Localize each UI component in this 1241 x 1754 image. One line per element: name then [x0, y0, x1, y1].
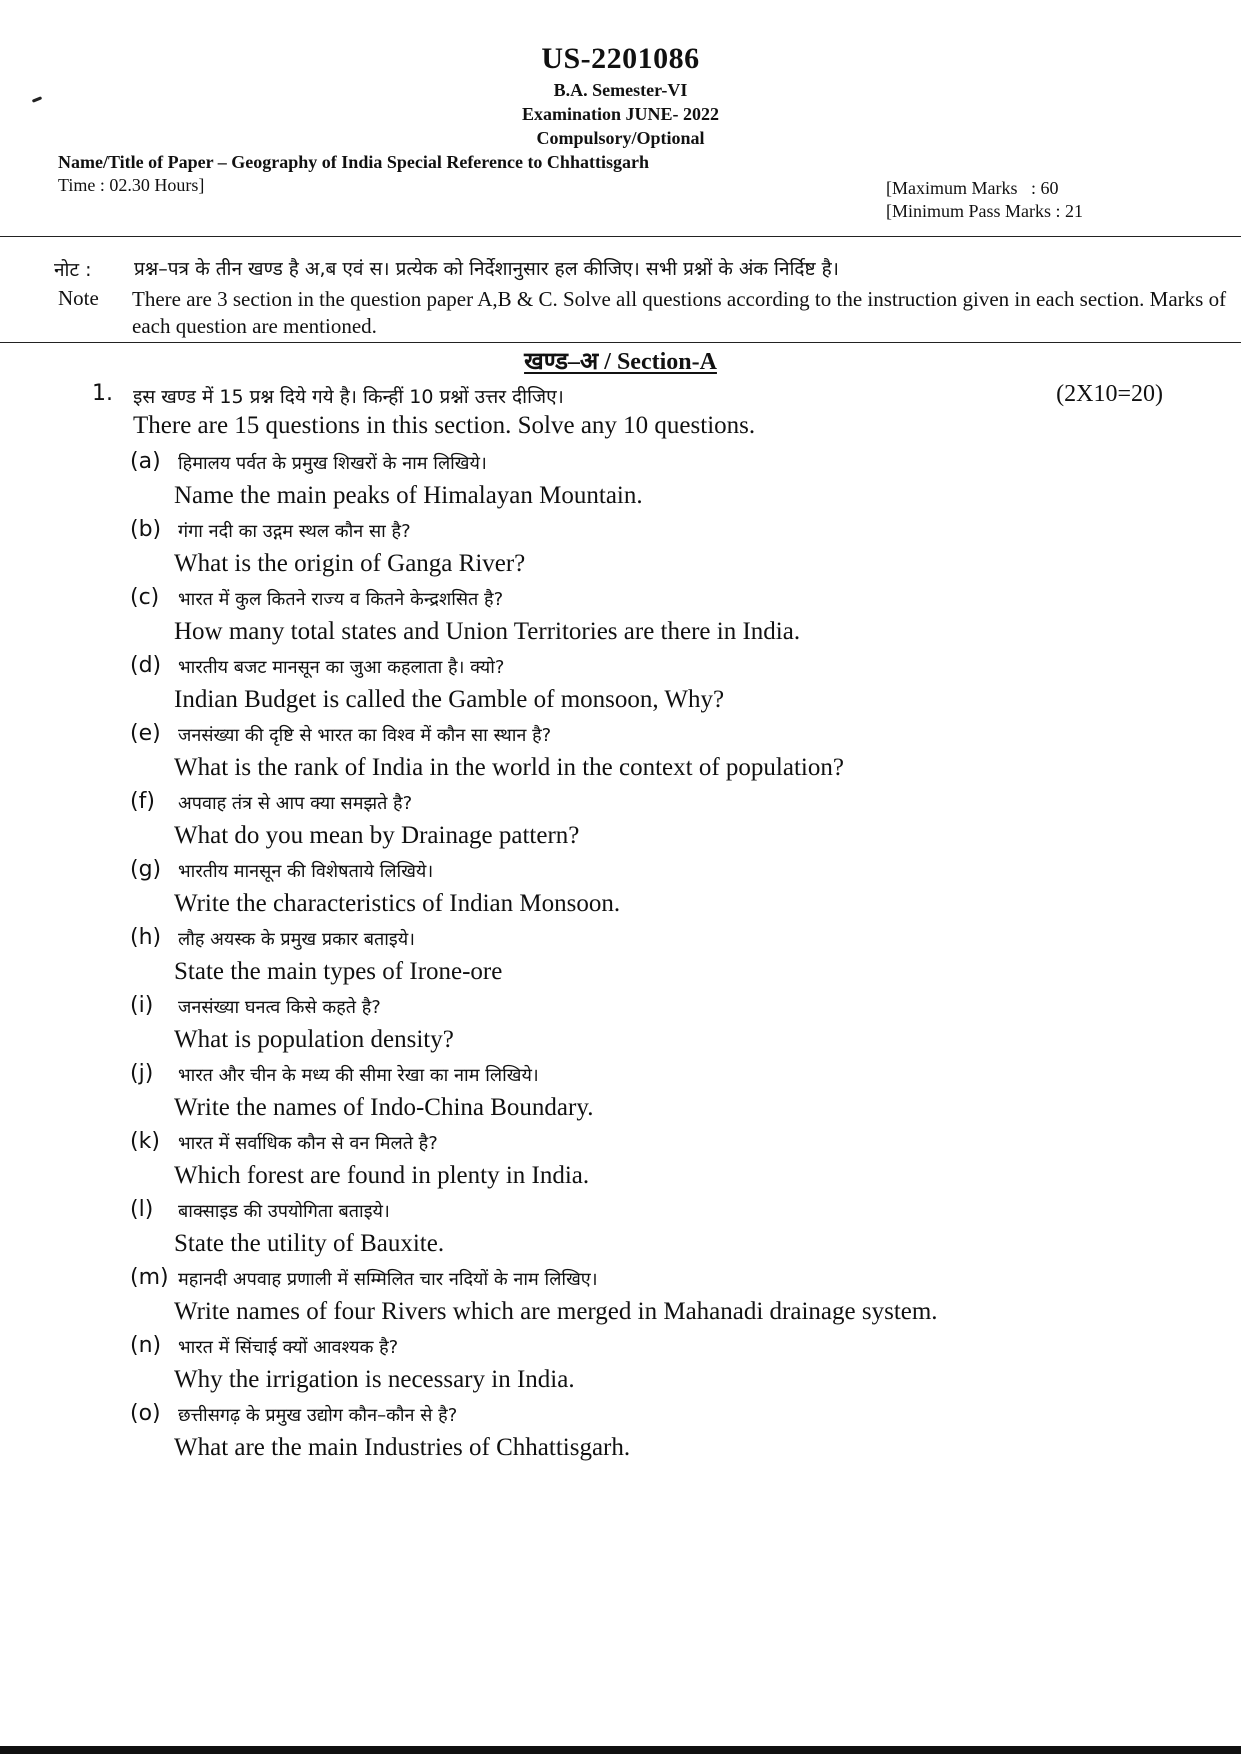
subquestion-hindi: जनसंख्या की दृष्टि से भारत का विश्व में कौन सा स्थान है? [178, 725, 552, 746]
question-instruction-hindi: इस खण्ड में 15 प्रश्न दिये गये है। किन्हीं 10 प्रश्नों उत्तर दीजिए। [133, 386, 564, 408]
subquestion-hindi: गंगा नदी का उद्गम स्थल कौन सा है? [178, 521, 411, 542]
maximum-marks: [Maximum Marks : 60 [885, 178, 1059, 198]
subquestion-label: (n) [130, 1333, 162, 1358]
subquestion-hindi: जनसंख्या घनत्व किसे कहते है? [178, 997, 381, 1018]
subquestion-hindi: छत्तीसगढ़ के प्रमुख उद्योग कौन–कौन से है? [178, 1405, 458, 1426]
paper-title: Name/Title of Paper – Geography of India Special Reference to Chhattisgarh [58, 152, 649, 172]
subquestion-english: Write the names of Indo-China Boundary. [174, 1094, 594, 1121]
subquestion-m [130, 1265, 1190, 1333]
subquestion-label: (g) [130, 857, 162, 882]
subquestion-label: (o) [130, 1401, 161, 1426]
subquestion-hindi: अपवाह तंत्र से आप क्या समझते है? [178, 793, 413, 814]
subquestion-n [130, 1333, 1190, 1401]
subquestion-hindi: लौह अयस्क के प्रमुख प्रकार बताइये। [178, 929, 415, 950]
note-english-label: Note [58, 286, 99, 310]
subquestion-english: What is the origin of Ganga River? [174, 550, 526, 577]
subquestion-l [130, 1197, 1190, 1265]
section-a-title: खण्ड–अ / Section-A [524, 349, 717, 375]
subquestion-label: (l) [130, 1197, 154, 1222]
subquestion-english: Which forest are found in plenty in India. [174, 1162, 590, 1189]
subquestion-hindi: बाक्साइड की उपयोगिता बताइये। [178, 1201, 390, 1222]
subquestion-h [130, 925, 1190, 993]
subquestion-english: How many total states and Union Territories are there in India. [174, 618, 801, 645]
subquestion-hindi: भारत में सर्वाधिक कौन से वन मिलते है? [178, 1133, 438, 1154]
header-divider [0, 236, 1241, 237]
subquestion-english: Write the characteristics of Indian Monsoon. [174, 890, 621, 917]
paper-type-line: Compulsory/Optional [536, 128, 705, 148]
subquestion-english: What is population density? [174, 1026, 454, 1053]
scan-bottom-edge [0, 1746, 1241, 1754]
subquestion-label: (b) [130, 517, 162, 542]
semester-line: B.A. Semester-VI [553, 80, 688, 100]
subquestion-english: State the main types of Irone-ore [174, 958, 503, 985]
subquestion-label: (e) [130, 721, 161, 746]
paper-code: US-2201086 [541, 42, 700, 75]
time-allowed: Time : 02.30 Hours] [58, 175, 205, 195]
subquestion-hindi: हिमालय पर्वत के प्रमुख शिखरों के नाम लिखिये। [178, 453, 487, 474]
subquestion-b [130, 517, 1190, 585]
subquestion-english: Write names of four Rivers which are merged in Mahanadi drainage system. [174, 1298, 938, 1325]
subquestion-label: (f) [130, 789, 155, 814]
subquestion-c [130, 585, 1190, 653]
subquestion-english: Name the main peaks of Himalayan Mountain. [174, 482, 643, 509]
note-english-text: There are 3 section in the question paper A,B & C. Solve all questions according to the instruction given in each section. Marks of each question are mentioned. [132, 287, 1227, 338]
subquestion-english: Indian Budget is called the Gamble of monsoon, Why? [174, 686, 725, 713]
note-hindi-text: प्रश्न–पत्र के तीन खण्ड है अ,ब एवं स। प्रत्येक को निर्देशानुसार हल कीजिए। सभी प्रश्नों के अंक निर्दिष्ट है। [134, 258, 839, 280]
minimum-pass-marks: [Minimum Pass Marks : 21 [885, 201, 1083, 221]
subquestion-g [130, 857, 1190, 925]
subquestion-d [130, 653, 1190, 721]
subquestion-english: What are the main Industries of Chhattisgarh. [174, 1434, 631, 1461]
marks-block [886, 177, 1083, 223]
subquestion-a [130, 449, 1190, 517]
subquestion-english: What do you mean by Drainage pattern? [174, 822, 580, 849]
subquestion-english: State the utility of Bauxite. [174, 1230, 445, 1257]
subquestion-label: (k) [130, 1129, 160, 1154]
subquestion-hindi: भारतीय मानसून की विशेषताये लिखिये। [178, 861, 434, 882]
subquestion-i [130, 993, 1190, 1061]
subquestion-label: (h) [130, 925, 162, 950]
subquestion-k [130, 1129, 1190, 1197]
section-a-heading [0, 344, 1241, 377]
subquestion-label: (c) [130, 585, 160, 610]
subquestion-hindi: महानदी अपवाह प्रणाली में सम्मिलित चार नदियों के नाम लिखिए। [178, 1269, 598, 1290]
subquestion-o [130, 1401, 1190, 1469]
subquestion-hindi: भारत और चीन के मध्य की सीमा रेखा का नाम लिखिये। [178, 1065, 539, 1086]
question-marks: (2X10=20) [1056, 381, 1163, 407]
subquestion-english: Why the irrigation is necessary in India. [174, 1366, 575, 1393]
subquestion-english: What is the rank of India in the world in the context of population? [174, 754, 844, 781]
subquestion-hindi: भारत में कुल कितने राज्य व कितने केन्द्रशसित है? [178, 589, 504, 610]
subquestion-f [130, 789, 1190, 857]
subquestion-label: (d) [130, 653, 162, 678]
subquestion-label: (m) [130, 1265, 169, 1290]
subquestion-e [130, 721, 1190, 789]
subquestion-label: (a) [130, 449, 161, 474]
subquestion-hindi: भारतीय बजट मानसून का जुआ कहलाता है। क्यो? [178, 657, 505, 678]
subquestion-label: (i) [130, 993, 154, 1018]
subquestion-hindi: भारत में सिंचाई क्यों आवश्यक है? [178, 1337, 399, 1358]
subquestion-j [130, 1061, 1190, 1129]
question-number: 1. [92, 381, 113, 406]
note-hindi-label: नोट : [54, 259, 92, 281]
question-instruction-english: There are 15 questions in this section. Solve any 10 questions. [133, 412, 756, 439]
note-divider [0, 342, 1241, 343]
exam-line: Examination JUNE- 2022 [521, 104, 719, 124]
subquestion-label: (j) [130, 1061, 154, 1086]
